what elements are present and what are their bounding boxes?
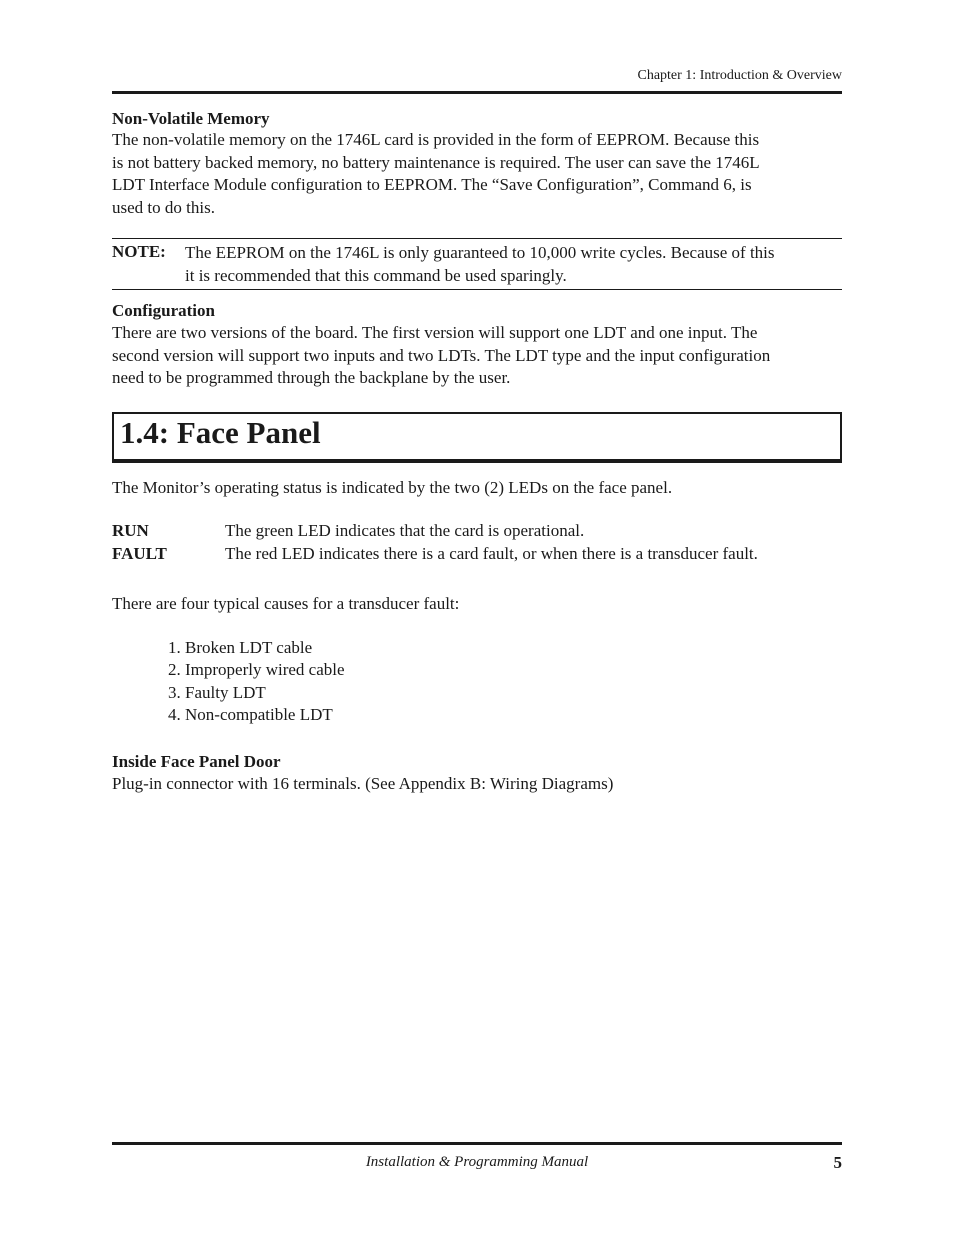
configuration-heading: Configuration xyxy=(112,301,215,320)
list-item: 3. Faulty LDT xyxy=(168,683,266,702)
footer-rule xyxy=(112,1142,842,1145)
note-text xyxy=(185,242,842,287)
paragraph-line: is not battery backed memory, no battery maintenance is required. The user can save the 1746L xyxy=(112,152,760,172)
paragraph-line: LDT Interface Module configuration to EEPROM. The “Save Configuration”, Command 6, is xyxy=(112,175,752,195)
section-heading-box xyxy=(112,412,842,463)
door-text: Plug-in connector with 16 terminals. (See Appendix B: Wiring Diagrams) xyxy=(112,774,614,793)
nonvolatile-heading: Non-Volatile Memory xyxy=(112,109,270,128)
causes-intro: There are four typical causes for a transducer fault: xyxy=(112,594,460,613)
paragraph-line: used to do this. xyxy=(112,197,215,217)
nonvolatile-paragraph xyxy=(112,129,842,219)
paragraph-line: The non-volatile memory on the 1746L card is provided in the form of EEPROM. Because this xyxy=(112,130,760,149)
paragraph-line: There are two versions of the board. The first version will support one LDT and one input. The xyxy=(112,323,758,342)
led-fault-description: The red LED indicates there is a card fault, or when there is a transducer fault. xyxy=(225,544,758,563)
led-run-label: RUN xyxy=(112,521,149,540)
section-title: 1.4: Face Panel xyxy=(120,415,321,450)
paragraph-line: second version will support two inputs and two LDTs. The LDT type and the input configuration xyxy=(112,345,771,365)
footer-title: Installation & Programming Manual xyxy=(365,1154,589,1170)
page-number: 5 xyxy=(833,1153,842,1172)
note-box xyxy=(112,238,842,290)
list-item: 2. Improperly wired cable xyxy=(168,660,345,679)
list-item: 1. Broken LDT cable xyxy=(168,638,313,657)
note-label: NOTE: xyxy=(112,242,166,261)
note-line: The EEPROM on the 1746L is only guaranteed to 10,000 write cycles. Because of this xyxy=(185,243,775,262)
chapter-header: Chapter 1: Introduction & Overview xyxy=(637,68,842,83)
led-run-description: The green LED indicates that the card is operational. xyxy=(225,521,585,540)
configuration-paragraph xyxy=(112,322,842,390)
paragraph-line: need to be programmed through the backplane by the user. xyxy=(112,368,511,388)
led-fault-label: FAULT xyxy=(112,544,167,563)
face-panel-intro: The Monitor’s operating status is indicated by the two (2) LEDs on the face panel. xyxy=(112,478,673,497)
list-item: 4. Non-compatible LDT xyxy=(168,705,333,724)
door-heading: Inside Face Panel Door xyxy=(112,752,281,771)
note-line: it is recommended that this command be used sparingly. xyxy=(185,265,567,285)
header-rule xyxy=(112,91,842,94)
